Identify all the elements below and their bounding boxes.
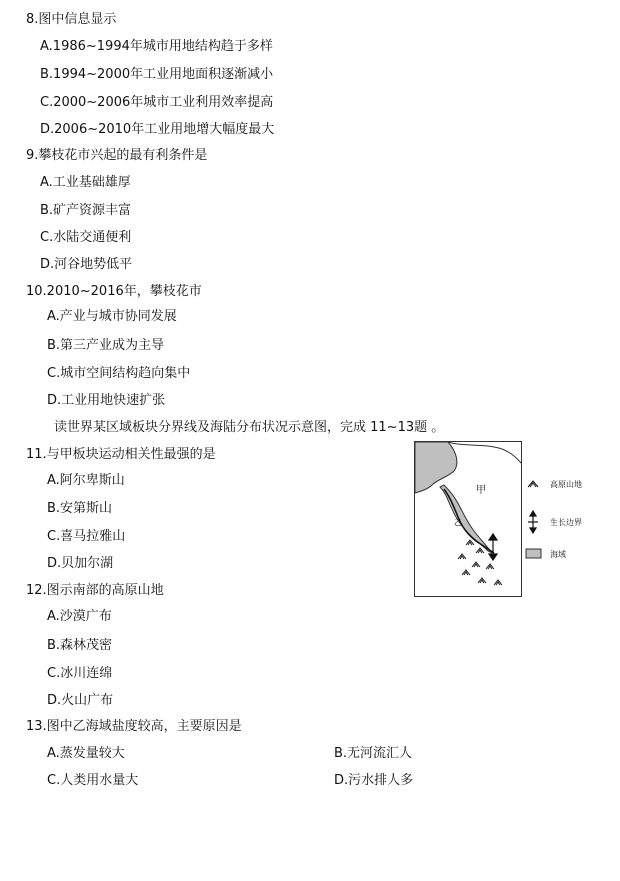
q9-option-c: C.水陆交通便利 — [40, 230, 132, 245]
q11-option-a: A.阿尔卑斯山 — [47, 473, 125, 488]
q13-stem: 13.图中乙海域盐度较高，主要原因是 — [26, 719, 242, 734]
q9-option-a: A.工业基础雄厚 — [40, 175, 131, 190]
q10-option-d: D.工业用地快速扩张 — [47, 393, 166, 408]
q12-option-a: A.沙漠广布 — [47, 609, 112, 624]
legend-sea-label: 海域 — [550, 550, 566, 559]
plate-boundary-map-svg — [414, 441, 594, 597]
q13-option-a: A.蒸发量较大 — [47, 746, 125, 761]
q13-option-c: C.人类用水量大 — [47, 773, 139, 788]
legend-plateau-label: 高原山地 — [550, 480, 582, 489]
q10-option-c: C.城市空间结构趋向集中 — [47, 366, 191, 381]
q13-option-d: D.污水排人多 — [334, 773, 414, 788]
q13-option-b: B.无河流汇人 — [334, 746, 413, 761]
sea-region-north — [415, 442, 457, 493]
growth-boundary-arrow — [489, 534, 497, 560]
q10-option-b: B.第三产业成为主导 — [47, 338, 165, 353]
q10-stem: 10.2010~2016年，攀枝花市 — [26, 284, 202, 299]
q8-option-d: D.2006~2010年工业用地增大幅度最大 — [40, 122, 275, 137]
q12-option-c: C.冰川连绵 — [47, 666, 113, 681]
label-jia: 甲 — [476, 485, 486, 496]
q11-stem: 11.与甲板块运动相关性最强的是 — [26, 447, 216, 462]
q9-option-b: B.矿产资源丰富 — [40, 203, 132, 218]
legend-growth-boundary-label: 生长边界 — [550, 518, 582, 527]
q9-option-d: D.河谷地势低平 — [40, 257, 133, 272]
q8-option-c: C.2000~2006年城市工业利用效率提高 — [40, 95, 274, 110]
plateau-mountain-symbols — [458, 540, 502, 585]
plate-boundary-map — [414, 441, 594, 597]
q8-option-a: A.1986~1994年城市用地结构趋于多样 — [40, 39, 273, 54]
q12-option-b: B.森林茂密 — [47, 638, 113, 653]
q9-stem: 9.攀枝花市兴起的最有利条件是 — [26, 148, 208, 163]
q11-option-c: C.喜马拉雅山 — [47, 529, 126, 544]
section-intro: 读世界某区域板块分界线及海陆分布状况示意图，完成 11~13题 。 — [54, 420, 445, 435]
legend-growth-boundary-icon — [528, 511, 538, 533]
legend-sea-swatch — [526, 549, 541, 558]
q10-option-a: A.产业与城市协同发展 — [47, 309, 177, 324]
legend-plateau-icon — [528, 481, 538, 487]
coastline-north — [448, 442, 521, 463]
q8-option-b: B.1994~2000年工业用地面积逐渐减小 — [40, 67, 274, 82]
q11-option-d: D.贝加尔湖 — [47, 556, 114, 571]
label-yi: 乙 — [454, 518, 462, 527]
q12-stem: 12.图示南部的高原山地 — [26, 583, 164, 598]
q8-stem: 8.图中信息显示 — [26, 12, 117, 27]
q11-option-b: B.安第斯山 — [47, 501, 113, 516]
q12-option-d: D.火山广布 — [47, 693, 114, 708]
